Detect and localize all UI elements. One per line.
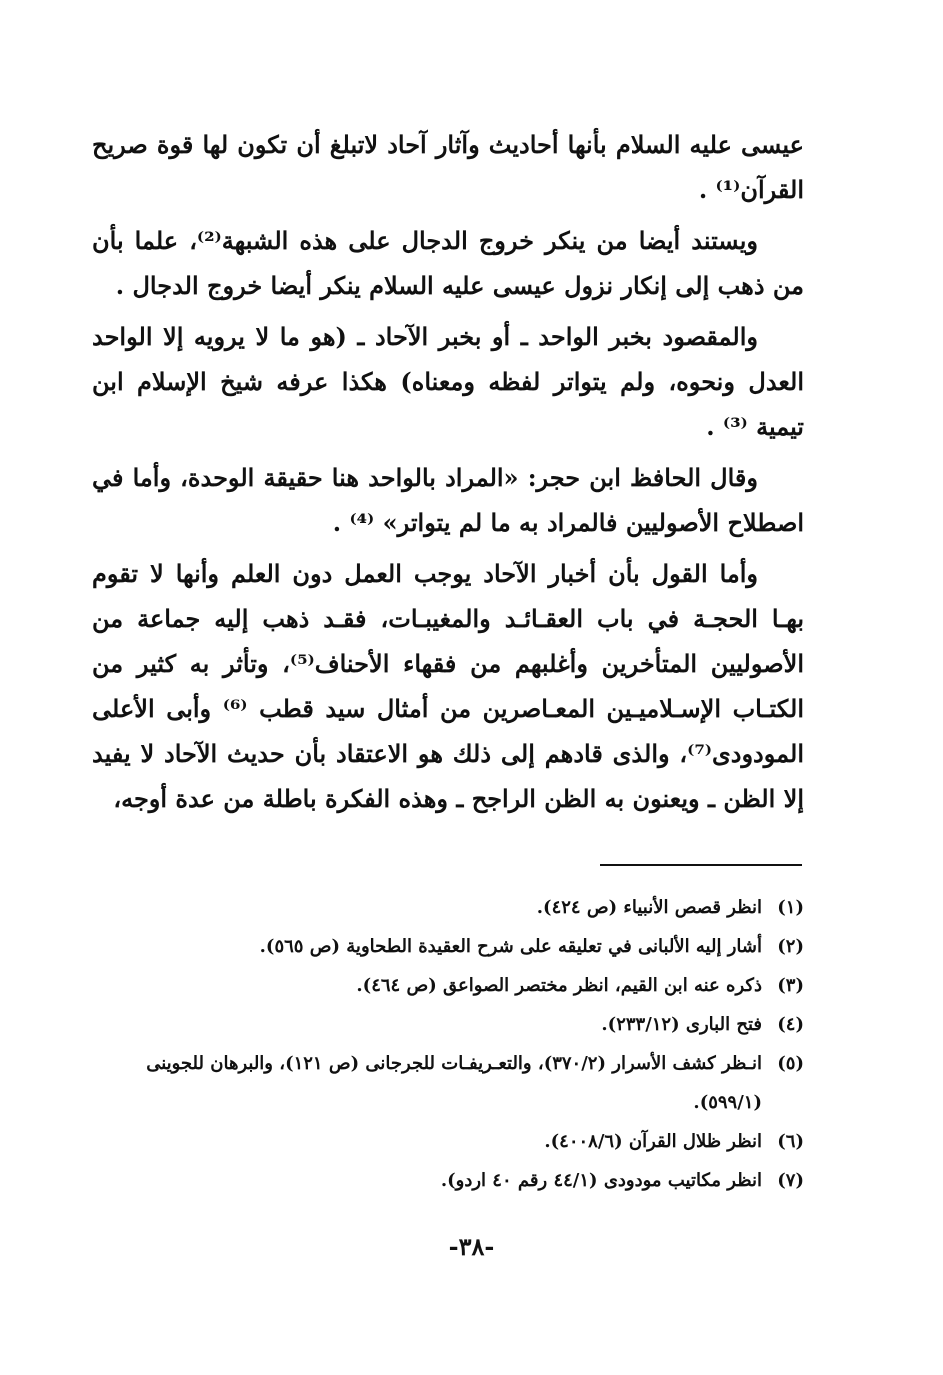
footnote-text: فتح البارى (٢٣٣/١٢).: [601, 1014, 762, 1035]
footnote-number: (١): [777, 897, 804, 918]
paragraph-3: والمقصود بخبر الواحد ـ أو بخبر الآحاد ـ (هو ما لا يرويه إلا الواحد العدل ونحوه، ولم يتواتر لفظه ومعناه) هكذا عرفه شيخ الإسلام ابن تيمية ⁽³⁾ .: [92, 322, 804, 441]
footnote: [92, 1122, 804, 1161]
footnote: [92, 1044, 804, 1122]
footnote-number: (٦): [777, 1131, 804, 1152]
paragraph-2: ويستند أيضا من ينكر خروج الدجال على هذه الشبهة⁽²⁾، علما بأن من ذهب إلى إنكار نزول عيسى عليه السلام ينكر أيضا خروج الدجال .: [92, 226, 804, 300]
main-text: [92, 122, 804, 827]
footnote-text: أشار إليه الألبانى في تعليقه على شرح العقيدة الطحاوية (ص ٥٦٥).: [259, 936, 762, 957]
footnote-text: انظر قصص الأنبياء (ص ٤٢٤).: [536, 897, 762, 918]
footnote-text: انظر مكاتيب مودودى (٤٤/١ رقم ٤٠ اردو).: [440, 1170, 762, 1191]
footnote: [92, 1161, 804, 1200]
paragraph-1: عيسى عليه السلام بأنها أحاديث وآثار آحاد لاتبلغ أن تكون لها قوة صريح القرآن⁽¹⁾ .: [92, 130, 804, 204]
footnote-number: (٢): [777, 936, 804, 957]
footnote-text: انـظر كشف الأسرار (٣٧٠/٢)، والتعـريفـات للجرجانى (ص ١٢١)، والبرهان للجوينى (٥٩٩/١).: [146, 1053, 762, 1113]
paragraph-4: وقال الحافظ ابن حجر: «المراد بالواحد هنا حقيقة الوحدة، وأما في اصطلاح الأصوليين فالمراد به ما لم يتواتر» ⁽⁴⁾ .: [92, 463, 804, 537]
footnote: [92, 888, 804, 927]
footnote-number: (٣): [777, 975, 804, 996]
footnote: [92, 966, 804, 1005]
footnote: [92, 927, 804, 966]
page-number: -٣٨-: [448, 1232, 495, 1261]
footnote-number: (٧): [777, 1170, 804, 1191]
paragraph-5: وأما القول بأن أخبار الآحاد يوجب العمل دون العلم وأنها لا تقوم بهـا الحجـة في باب العقـائـد والمغيبـات، فقـد ذهب إليه جماعة من الأصوليين المتأخرين وأغلبهم من فقهاء الأحناف⁽⁵⁾، وتأثر به كثير من الكتـاب الإسـلاميـين المعـاصرين من أمثال سيد قطب ⁽⁶⁾ وأبى الأعلى المودودى⁽⁷⁾، والذى قادهم إلى ذلك هو الاعتقاد بأن حديث الآحاد لا يفيد إلا الظن ـ ويعنون به الظن الراجح ـ وهذه الفكرة باطلة من عدة أوجه،: [92, 559, 804, 813]
footnote-text: انظر ظلال القرآن (٤٠٠٨/٦).: [544, 1131, 762, 1152]
footnote: [92, 1005, 804, 1044]
footnote-number: (٥): [777, 1053, 804, 1074]
footnote-separator: [600, 864, 802, 866]
footnote-text: ذكره عنه ابن القيم، انظر مختصر الصواعق (ص ٤٦٤).: [356, 975, 762, 996]
footnotes: [92, 888, 804, 1200]
footnote-number: (٤): [777, 1014, 804, 1035]
